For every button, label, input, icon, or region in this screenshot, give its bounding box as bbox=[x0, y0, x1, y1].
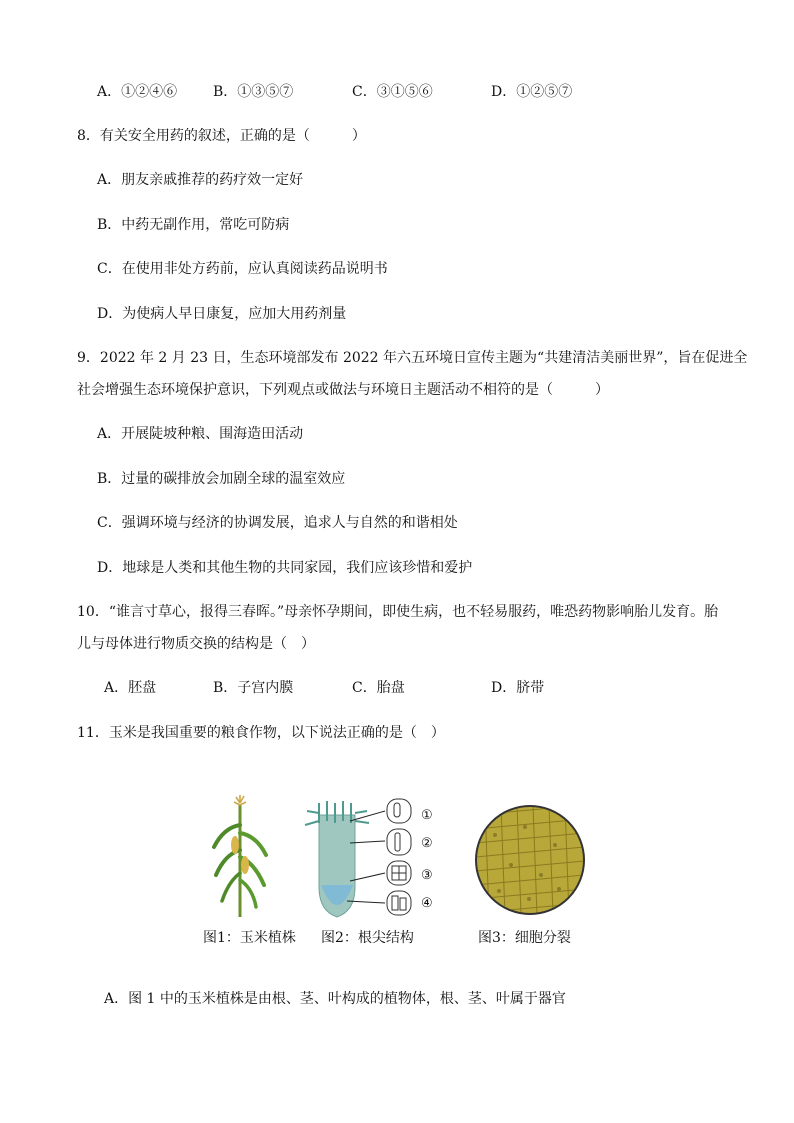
q11-stem: 11．玉米是我国重要的粮食作物，以下说法正确的是（ ） bbox=[77, 725, 445, 741]
q10-option-d[interactable]: D．脐带 bbox=[491, 680, 545, 696]
q9-stem-line1: 9．2022 年 2 月 23 日，生态环境部发布 2022 年六五环境日宣传主题为“共建清洁美丽世界”，旨在促进全 bbox=[77, 350, 748, 366]
q9-stem-line2: 社会增强生态环境保护意识，下列观点或做法与环境日主题活动不相符的是（ ） bbox=[77, 382, 609, 398]
cell-division-micrograph bbox=[475, 805, 585, 915]
q10-option-c[interactable]: C．胎盘 bbox=[352, 680, 405, 696]
q10-stem-line2: 儿与母体进行物质交换的结构是（ ） bbox=[77, 636, 315, 652]
q7-option-c[interactable]: C．③①⑤⑥ bbox=[352, 84, 433, 100]
fig2-caption: 图2：根尖结构 bbox=[321, 930, 414, 946]
q10-stem-line1: 10．“谁言寸草心，报得三春晖。”母亲怀孕期间，即使生病，也不轻易服药，唯恐药物影响胎儿发育。胎 bbox=[77, 604, 719, 620]
root-label-1: ① bbox=[421, 808, 433, 823]
q9-option-d[interactable]: D．地球是人类和其他生物的共同家园，我们应该珍惜和爱护 bbox=[97, 560, 473, 576]
q7-option-b[interactable]: B．①③⑤⑦ bbox=[213, 84, 294, 100]
fig3-caption: 图3：细胞分裂 bbox=[478, 930, 571, 946]
q8-option-a[interactable]: A．朋友亲戚推荐的药疗效一定好 bbox=[97, 172, 304, 188]
q9-option-b[interactable]: B．过量的碳排放会加剧全球的温室效应 bbox=[97, 471, 346, 487]
q9-option-c[interactable]: C．强调环境与经济的协调发展，追求人与自然的和谐相处 bbox=[97, 515, 458, 531]
q9-option-a[interactable]: A．开展陡坡种粮、围海造田活动 bbox=[97, 426, 304, 442]
q11-option-a[interactable]: A．图 1 中的玉米植株是由根、茎、叶构成的植物体，根、茎、叶属于器官 bbox=[104, 991, 566, 1007]
root-label-4: ④ bbox=[421, 896, 433, 911]
q7-option-a[interactable]: A．①②④⑥ bbox=[97, 84, 178, 100]
q8-stem: 8．有关安全用药的叙述，正确的是（ ） bbox=[77, 128, 366, 144]
root-label-2: ② bbox=[421, 836, 433, 851]
fig1-caption: 图1：玉米植株 bbox=[203, 930, 296, 946]
q8-option-b[interactable]: B．中药无副作用，常吃可防病 bbox=[97, 217, 290, 233]
q7-option-d[interactable]: D．①②⑤⑦ bbox=[491, 84, 573, 100]
q8-option-c[interactable]: C．在使用非处方药前，应认真阅读药品说明书 bbox=[97, 261, 388, 277]
q10-option-b[interactable]: B．子宫内膜 bbox=[213, 680, 294, 696]
corn-plant-figure bbox=[210, 795, 270, 920]
root-label-3: ③ bbox=[421, 868, 433, 883]
q8-option-d[interactable]: D．为使病人早日康复，应加大用药剂量 bbox=[97, 306, 347, 322]
q10-option-a[interactable]: A．胚盘 bbox=[104, 680, 157, 696]
